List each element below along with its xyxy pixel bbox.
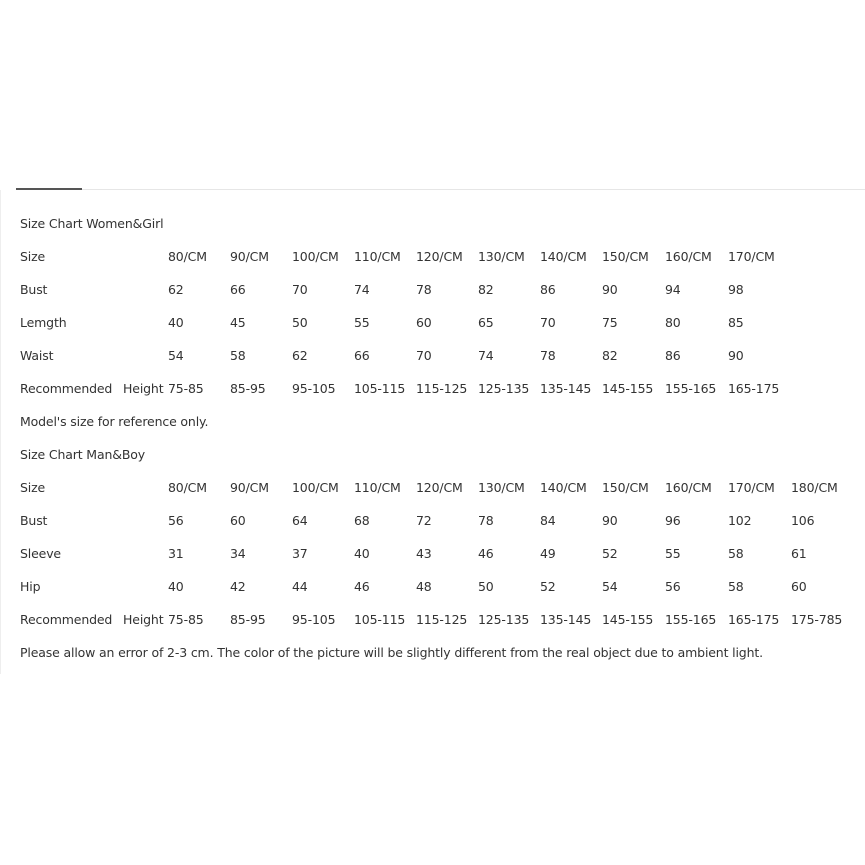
table-cell: 37 <box>292 546 308 561</box>
table-cell: 54 <box>168 348 184 363</box>
table-cell: 105-115 <box>354 612 406 627</box>
table-cell: 86 <box>540 282 556 297</box>
table-cell: 60 <box>230 513 246 528</box>
women-chart-note: Model's size for reference only. <box>20 414 209 429</box>
table-cell: 40 <box>168 315 184 330</box>
table-cell: 85 <box>728 315 744 330</box>
men-size-row <box>20 570 865 603</box>
content-left-border <box>0 190 1 674</box>
table-cell: 55 <box>665 546 681 561</box>
table-cell: 58 <box>230 348 246 363</box>
table-cell: 135-145 <box>540 612 592 627</box>
table-cell: 72 <box>416 513 432 528</box>
table-cell: 85-95 <box>230 612 266 627</box>
table-cell: 110/CM <box>354 249 401 264</box>
table-cell: 46 <box>354 579 370 594</box>
size-chart-content <box>20 207 865 669</box>
table-cell: 145-155 <box>602 381 654 396</box>
table-cell: 130/CM <box>478 249 525 264</box>
women-size-row <box>20 339 865 372</box>
table-cell: 50 <box>292 315 308 330</box>
table-cell: 43 <box>416 546 432 561</box>
table-cell: 86 <box>665 348 681 363</box>
table-cell: 65 <box>478 315 494 330</box>
table-cell: 64 <box>292 513 308 528</box>
row-label: Bust <box>20 513 48 528</box>
active-tab-indicator <box>16 188 82 190</box>
row-label: Waist <box>20 348 54 363</box>
table-cell: 58 <box>728 546 744 561</box>
men-size-row <box>20 603 865 636</box>
table-cell: 80/CM <box>168 480 207 495</box>
row-label: Lemgth <box>20 315 67 330</box>
table-cell: 120/CM <box>416 480 463 495</box>
table-cell: 58 <box>728 579 744 594</box>
women-size-row <box>20 240 865 273</box>
table-cell: 66 <box>354 348 370 363</box>
table-cell: 90 <box>602 513 618 528</box>
table-cell: 70 <box>292 282 308 297</box>
table-cell: 80 <box>665 315 681 330</box>
table-cell: 44 <box>292 579 308 594</box>
table-cell: 90 <box>728 348 744 363</box>
table-cell: 160/CM <box>665 480 712 495</box>
table-cell: 170/CM <box>728 249 775 264</box>
table-cell: 115-125 <box>416 612 468 627</box>
table-cell: 85-95 <box>230 381 266 396</box>
table-cell: 82 <box>602 348 618 363</box>
table-cell: 74 <box>354 282 370 297</box>
men-size-row <box>20 537 865 570</box>
table-cell: 62 <box>292 348 308 363</box>
table-cell: 106 <box>791 513 815 528</box>
table-cell: 155-165 <box>665 381 717 396</box>
table-cell: 78 <box>540 348 556 363</box>
table-cell: 52 <box>602 546 618 561</box>
table-cell: 74 <box>478 348 494 363</box>
table-cell: 102 <box>728 513 752 528</box>
table-cell: 40 <box>168 579 184 594</box>
table-cell: 165-175 <box>728 612 780 627</box>
table-cell: 125-135 <box>478 381 530 396</box>
table-cell: 75 <box>602 315 618 330</box>
table-cell: 150/CM <box>602 249 649 264</box>
table-cell: 90/CM <box>230 249 269 264</box>
women-size-row <box>20 273 865 306</box>
table-cell: 125-135 <box>478 612 530 627</box>
table-cell: 31 <box>168 546 184 561</box>
table-cell: 52 <box>540 579 556 594</box>
table-cell: 110/CM <box>354 480 401 495</box>
row-label: Size <box>20 480 46 495</box>
table-cell: 75-85 <box>168 381 204 396</box>
table-cell: 34 <box>230 546 246 561</box>
table-cell: 78 <box>416 282 432 297</box>
table-cell: 160/CM <box>665 249 712 264</box>
table-cell: 120/CM <box>416 249 463 264</box>
table-cell: 180/CM <box>791 480 838 495</box>
table-cell: 145-155 <box>602 612 654 627</box>
table-cell: 56 <box>168 513 184 528</box>
table-cell: 60 <box>416 315 432 330</box>
table-cell: 80/CM <box>168 249 207 264</box>
table-cell: 96 <box>665 513 681 528</box>
table-cell: 155-165 <box>665 612 717 627</box>
table-cell: 66 <box>230 282 246 297</box>
table-cell: 135-145 <box>540 381 592 396</box>
table-cell: 49 <box>540 546 556 561</box>
men-size-row <box>20 504 865 537</box>
women-size-table <box>20 240 865 405</box>
table-cell: 55 <box>354 315 370 330</box>
tab-bar-divider <box>16 189 865 190</box>
table-cell: 165-175 <box>728 381 780 396</box>
table-cell: 82 <box>478 282 494 297</box>
table-cell: 78 <box>478 513 494 528</box>
table-cell: 94 <box>665 282 681 297</box>
table-cell: 62 <box>168 282 184 297</box>
table-cell: 90/CM <box>230 480 269 495</box>
table-cell: 105-115 <box>354 381 406 396</box>
row-label: Hip <box>20 579 41 594</box>
table-cell: 70 <box>540 315 556 330</box>
table-cell: 46 <box>478 546 494 561</box>
table-cell: 75-85 <box>168 612 204 627</box>
table-cell: 98 <box>728 282 744 297</box>
table-cell: 95-105 <box>292 381 336 396</box>
row-label: Sleeve <box>20 546 61 561</box>
table-cell: 61 <box>791 546 807 561</box>
table-cell: 130/CM <box>478 480 525 495</box>
men-chart-title: Size Chart Man&Boy <box>20 447 145 462</box>
men-size-table <box>20 471 865 636</box>
table-cell: 42 <box>230 579 246 594</box>
table-cell: 68 <box>354 513 370 528</box>
table-cell: 170/CM <box>728 480 775 495</box>
table-cell: 60 <box>791 579 807 594</box>
table-cell: 54 <box>602 579 618 594</box>
table-cell: 40 <box>354 546 370 561</box>
table-cell: 70 <box>416 348 432 363</box>
table-cell: 84 <box>540 513 556 528</box>
table-cell: 150/CM <box>602 480 649 495</box>
table-cell: 50 <box>478 579 494 594</box>
row-label: Recommended Height <box>20 612 164 627</box>
men-size-row <box>20 471 865 504</box>
table-cell: 100/CM <box>292 480 339 495</box>
table-cell: 95-105 <box>292 612 336 627</box>
table-cell: 56 <box>665 579 681 594</box>
women-size-row <box>20 306 865 339</box>
table-cell: 115-125 <box>416 381 468 396</box>
row-label: Recommended Height <box>20 381 164 396</box>
footer-note: Please allow an error of 2-3 cm. The color of the picture will be slightly different from the real object due to ambient light. <box>20 645 763 660</box>
table-cell: 45 <box>230 315 246 330</box>
row-label: Bust <box>20 282 48 297</box>
table-cell: 90 <box>602 282 618 297</box>
table-cell: 140/CM <box>540 249 587 264</box>
row-label: Size <box>20 249 46 264</box>
table-cell: 48 <box>416 579 432 594</box>
women-size-row <box>20 372 865 405</box>
women-chart-title: Size Chart Women&Girl <box>20 216 164 231</box>
table-cell: 100/CM <box>292 249 339 264</box>
table-cell: 175-785 <box>791 612 843 627</box>
table-cell: 140/CM <box>540 480 587 495</box>
